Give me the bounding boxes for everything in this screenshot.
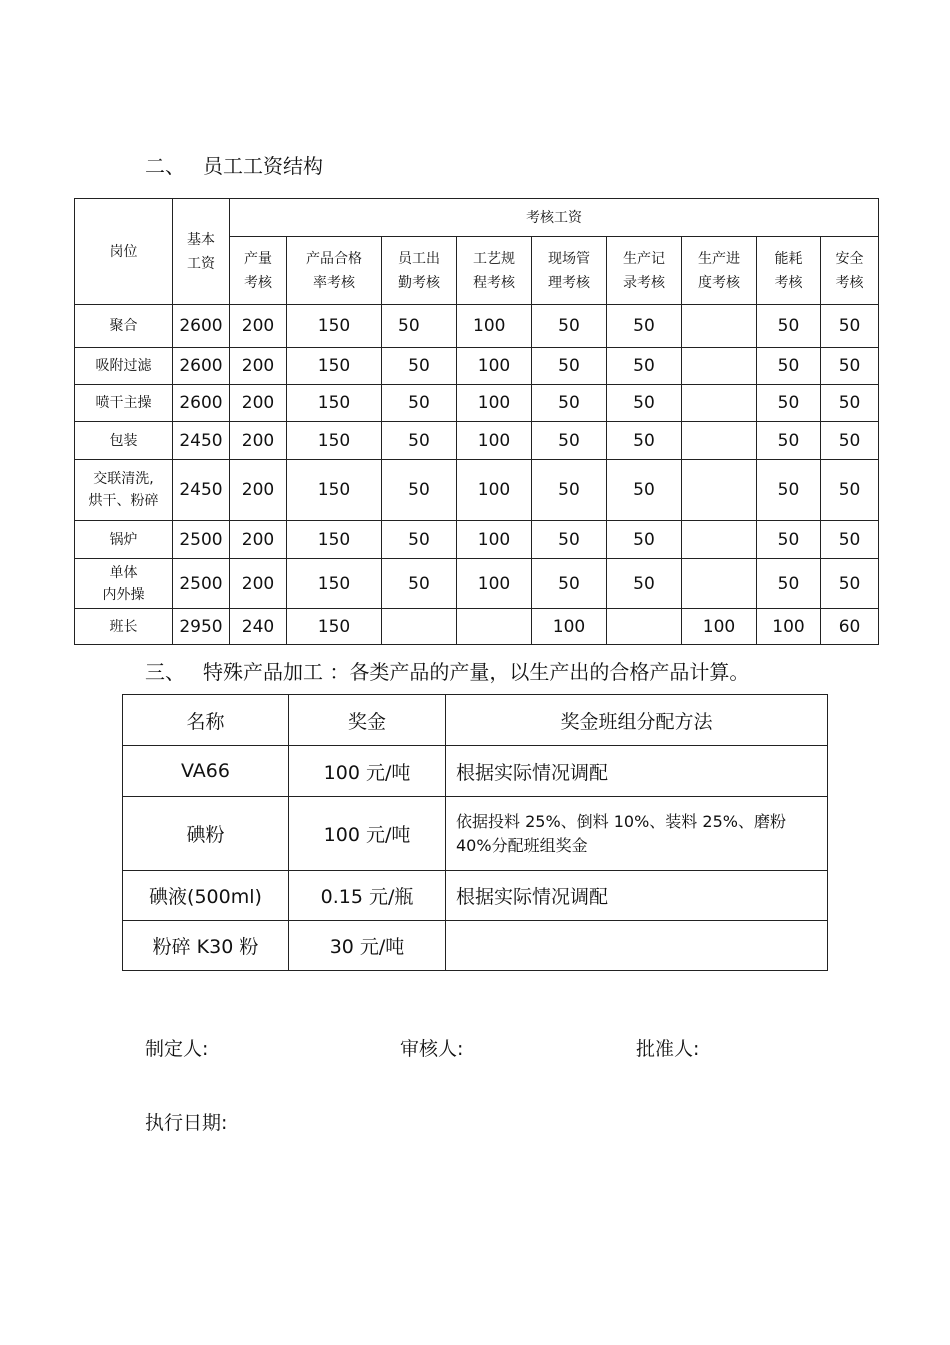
bonus-cell-bonus: 0.15 元/瓶 <box>289 871 446 921</box>
bonus-cell-method: 根据实际情况调配 <box>446 871 828 921</box>
bonus-cell-name: 碘粉 <box>123 797 289 871</box>
wage-row <box>75 521 879 559</box>
wage-cell: 100 <box>532 609 607 645</box>
subheader-5 <box>607 237 682 305</box>
wage-cell: 50 <box>757 460 821 521</box>
wage-cell: 2600 <box>173 348 230 385</box>
wage-cell: 2600 <box>173 385 230 422</box>
wage-cell <box>682 460 757 521</box>
wage-cell: 50 <box>757 348 821 385</box>
wage-cell: 50 <box>757 305 821 348</box>
wage-cell: 200 <box>230 385 287 422</box>
wage-cell: 50 <box>382 348 457 385</box>
wage-cell: 50 <box>532 348 607 385</box>
bonus-header-row <box>123 695 828 746</box>
position-pos1: 吸附过滤 <box>95 358 152 374</box>
wage-row-position <box>75 348 173 385</box>
section-2-number: 二、 <box>145 154 185 178</box>
bonus-cell-name: 粉碎 K30 粉 <box>123 921 289 971</box>
special-product-bonus-table <box>122 694 828 971</box>
subheader-1-line2: 率考核 <box>313 274 355 291</box>
bonus-cell-bonus: 100 元/吨 <box>289 797 446 871</box>
wage-cell: 150 <box>287 609 382 645</box>
wage-cell: 150 <box>287 385 382 422</box>
wage-row-position <box>75 521 173 559</box>
subheader-1 <box>287 237 382 305</box>
subheader-4-line2: 理考核 <box>548 274 590 291</box>
execution-date: 执行日期: <box>145 1112 228 1134</box>
subheader-8-line2: 考核 <box>835 274 864 291</box>
wage-cell: 50 <box>382 385 457 422</box>
subheader-0-line2: 考核 <box>244 274 272 291</box>
wage-cell: 200 <box>230 422 287 460</box>
wage-cell: 50 <box>382 305 457 348</box>
signature-maker: 制定人: <box>145 1038 209 1060</box>
wage-cell: 150 <box>287 348 382 385</box>
wage-cell: 50 <box>532 422 607 460</box>
bonus-row <box>123 921 828 971</box>
header-base-line1: 基本 <box>187 231 215 248</box>
position-pos2: 烘干、粉碎 <box>88 493 159 509</box>
wage-row <box>75 348 879 385</box>
wage-cell: 2450 <box>173 422 230 460</box>
subheader-0 <box>230 237 287 305</box>
bonus-cell-name: VA66 <box>123 746 289 797</box>
subheader-6-line1: 生产进 <box>698 250 740 267</box>
subheader-8-line1: 安全 <box>835 250 864 267</box>
wage-cell: 50 <box>607 348 682 385</box>
wage-cell: 240 <box>230 609 287 645</box>
subheader-3-line2: 程考核 <box>473 274 515 291</box>
subheader-3 <box>457 237 532 305</box>
wage-cell: 100 <box>457 348 532 385</box>
wage-cell: 200 <box>230 559 287 609</box>
header-base-salary <box>173 199 230 305</box>
wage-cell: 50 <box>607 305 682 348</box>
wage-cell <box>682 385 757 422</box>
wage-cell: 150 <box>287 559 382 609</box>
signature-reviewer: 审核人: <box>400 1038 464 1060</box>
wage-row <box>75 460 879 521</box>
wage-row-position <box>75 559 173 609</box>
wage-row-position <box>75 385 173 422</box>
wage-cell: 2450 <box>173 460 230 521</box>
section-3-heading <box>145 656 749 685</box>
wage-cell: 200 <box>230 521 287 559</box>
subheader-1-line1: 产品合格 <box>306 250 362 267</box>
bonus-cell-bonus: 100 元/吨 <box>289 746 446 797</box>
wage-cell: 50 <box>532 559 607 609</box>
wage-row <box>75 385 879 422</box>
section-3-number: 三、 <box>145 660 185 684</box>
wage-cell: 100 <box>457 559 532 609</box>
position-pos2: 内外操 <box>102 586 145 603</box>
wage-cell: 50 <box>821 305 879 348</box>
bonus-header-name: 名称 <box>123 695 289 746</box>
wage-cell: 50 <box>607 460 682 521</box>
subheader-4-line1: 现场管 <box>548 250 590 267</box>
subheader-5-line1: 生产记 <box>623 250 665 267</box>
section-3-title: 特殊产品加工 ：各类产品的产量，以生产出的合格产品计算。 <box>203 660 750 684</box>
wage-cell: 100 <box>682 609 757 645</box>
wage-cell: 200 <box>230 460 287 521</box>
wage-cell: 2500 <box>173 559 230 609</box>
wage-cell <box>682 348 757 385</box>
wage-cell: 50 <box>532 305 607 348</box>
bonus-cell-method: 依据投料 25%、倒料 10%、装料 25%、磨粉 40%分配班组奖金 <box>446 797 828 871</box>
header-position: 岗位 <box>75 199 173 305</box>
wage-cell <box>682 422 757 460</box>
wage-row-position <box>75 422 173 460</box>
wage-cell: 50 <box>607 559 682 609</box>
bonus-cell-name: 碘液(500ml) <box>123 871 289 921</box>
wage-row-position <box>75 460 173 521</box>
wage-cell: 50 <box>607 422 682 460</box>
wage-cell: 100 <box>457 305 532 348</box>
header-assessment-salary: 考核工资 <box>230 199 879 237</box>
wage-cell: 50 <box>382 422 457 460</box>
wage-cell <box>607 609 682 645</box>
wage-cell: 50 <box>607 521 682 559</box>
subheader-0-line1: 产量 <box>244 250 272 267</box>
wage-cell: 50 <box>532 521 607 559</box>
position-pos1: 班长 <box>109 618 138 635</box>
wage-structure-table <box>74 198 879 645</box>
wage-cell: 50 <box>757 521 821 559</box>
wage-cell: 150 <box>287 460 382 521</box>
wage-cell: 50 <box>821 460 879 521</box>
wage-cell: 50 <box>382 521 457 559</box>
subheader-2 <box>382 237 457 305</box>
position-pos1: 单体 <box>109 564 138 581</box>
wage-row-position <box>75 609 173 645</box>
wage-cell <box>682 559 757 609</box>
wage-cell: 50 <box>821 559 879 609</box>
subheader-7 <box>757 237 821 305</box>
bonus-header-method: 奖金班组分配方法 <box>446 695 828 746</box>
wage-cell: 50 <box>532 460 607 521</box>
wage-cell <box>682 521 757 559</box>
wage-row <box>75 559 879 609</box>
subheader-5-line2: 录考核 <box>623 274 665 291</box>
wage-cell: 50 <box>821 422 879 460</box>
position-pos1: 聚合 <box>109 318 138 334</box>
wage-row-position <box>75 305 173 348</box>
wage-cell: 100 <box>457 521 532 559</box>
subheader-3-line1: 工艺规 <box>473 250 515 267</box>
signature-approver: 批准人: <box>636 1038 700 1060</box>
wage-row <box>75 609 879 645</box>
subheader-7-line2: 考核 <box>774 274 803 291</box>
wage-cell: 100 <box>457 460 532 521</box>
wage-cell: 50 <box>757 422 821 460</box>
wage-cell: 60 <box>821 609 879 645</box>
wage-cell: 100 <box>757 609 821 645</box>
wage-cell: 50 <box>821 348 879 385</box>
position-pos1: 交联清洗, <box>93 471 154 487</box>
bonus-cell-bonus: 30 元/吨 <box>289 921 446 971</box>
wage-cell: 50 <box>532 385 607 422</box>
subheader-7-line1: 能耗 <box>774 250 803 267</box>
wage-cell: 150 <box>287 305 382 348</box>
wage-cell: 200 <box>230 348 287 385</box>
position-pos1: 包装 <box>109 432 138 449</box>
wage-cell: 50 <box>821 521 879 559</box>
wage-row <box>75 305 879 348</box>
wage-cell <box>682 305 757 348</box>
subheader-2-line1: 员工出 <box>398 250 440 267</box>
wage-cell <box>457 609 532 645</box>
wage-cell: 50 <box>382 460 457 521</box>
wage-cell: 2950 <box>173 609 230 645</box>
wage-cell: 200 <box>230 305 287 348</box>
bonus-row <box>123 746 828 797</box>
bonus-header-bonus: 奖金 <box>289 695 446 746</box>
subheader-6 <box>682 237 757 305</box>
subheader-6-line2: 度考核 <box>698 274 740 291</box>
header-base-line2: 工资 <box>187 255 215 272</box>
wage-cell: 100 <box>457 385 532 422</box>
bonus-row <box>123 871 828 921</box>
section-2-title: 员工工资结构 <box>203 154 323 178</box>
wage-cell: 2600 <box>173 305 230 348</box>
wage-cell: 50 <box>607 385 682 422</box>
wage-cell: 50 <box>382 559 457 609</box>
subheader-4 <box>532 237 607 305</box>
position-pos1: 喷干主操 <box>95 395 152 411</box>
wage-cell: 50 <box>757 559 821 609</box>
bonus-cell-method <box>446 921 828 971</box>
wage-cell: 50 <box>757 385 821 422</box>
wage-cell: 50 <box>821 385 879 422</box>
wage-cell: 2500 <box>173 521 230 559</box>
position-pos1: 锅炉 <box>109 531 138 548</box>
bonus-cell-method: 根据实际情况调配 <box>446 746 828 797</box>
wage-header-row <box>75 199 879 237</box>
subheader-2-line2: 勤考核 <box>398 274 440 291</box>
wage-cell: 150 <box>287 422 382 460</box>
wage-row <box>75 422 879 460</box>
wage-cell <box>382 609 457 645</box>
wage-cell: 100 <box>457 422 532 460</box>
bonus-row <box>123 797 828 871</box>
subheader-8 <box>821 237 879 305</box>
wage-cell: 150 <box>287 521 382 559</box>
section-2-heading <box>145 150 323 179</box>
